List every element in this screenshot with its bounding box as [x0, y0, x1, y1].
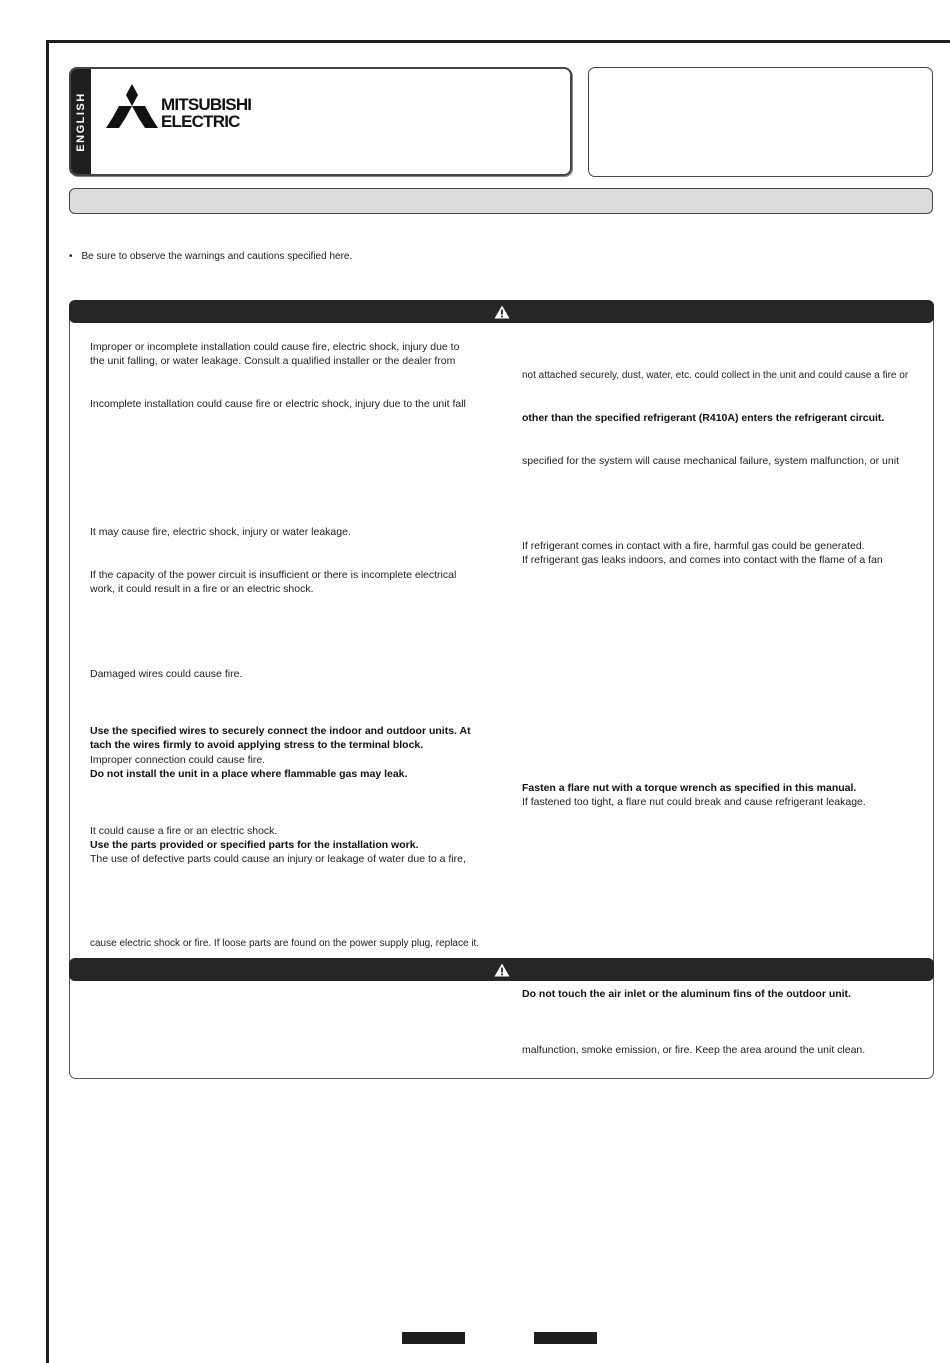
- warning-text: Improper connection could cause fire.: [90, 754, 266, 766]
- warning-text: the unit falling, or water leakage. Consult a qualified installer or the dealer from: [90, 355, 456, 367]
- document-title-bar: [69, 188, 933, 214]
- brand-line-2: ELECTRIC: [161, 112, 240, 131]
- warning-text: Damaged wires could cause fire.: [90, 668, 243, 680]
- warning-heading: Use the specified wires to securely connect the indoor and outdoor units. At: [90, 725, 471, 737]
- caution-band: [69, 958, 934, 981]
- caution-triangle-icon: [494, 963, 510, 977]
- warning-band: [69, 300, 934, 323]
- brand-line-1: MITSUBISHI: [161, 95, 252, 114]
- warning-text: If refrigerant gas leaks indoors, and comes into contact with the flame of a fan: [522, 554, 883, 566]
- logo-panel: [69, 67, 572, 176]
- page-tab-mark: [534, 1332, 597, 1344]
- warning-heading: Fasten a flare nut with a torque wrench as specified in this manual.: [522, 782, 857, 794]
- warning-heading: other than the specified refrigerant (R410A) enters the refrigerant circuit.: [522, 412, 885, 424]
- warning-triangle-icon: [494, 305, 510, 319]
- warning-heading: Use the parts provided or specified parts for the installation work.: [90, 839, 419, 851]
- page-tab-mark: [402, 1332, 465, 1344]
- warning-heading: tach the wires firmly to avoid applying stress to the terminal block.: [90, 739, 424, 751]
- warning-text: The use of defective parts could cause an injury or leakage of water due to a fire,: [90, 853, 466, 865]
- warning-text: cause electric shock or fire. If loose parts are found on the power supply plug, replace it.: [90, 938, 480, 949]
- caution-heading: Do not touch the air inlet or the aluminum fins of the outdoor unit.: [522, 988, 851, 1000]
- warning-text: specified for the system will cause mechanical failure, system malfunction, or unit: [522, 455, 899, 467]
- warning-text: If refrigerant comes in contact with a fire, harmful gas could be generated.: [522, 540, 865, 552]
- model-info-box: [588, 67, 933, 177]
- warning-text: Incomplete installation could cause fire or electric shock, injury due to the unit fall: [90, 398, 466, 410]
- warning-text: If fastened too tight, a flare nut could break and cause refrigerant leakage.: [522, 796, 866, 808]
- warning-text: It may cause fire, electric shock, injury or water leakage.: [90, 526, 351, 538]
- warning-text: If the capacity of the power circuit is insufficient or there is incomplete electrical: [90, 569, 457, 581]
- language-tab: [71, 69, 91, 174]
- warning-heading: Do not install the unit in a place where flammable gas may leak.: [90, 768, 408, 780]
- brand-wordmark: [161, 96, 251, 130]
- bullet: •: [69, 251, 73, 262]
- warning-text: It could cause a fire or an electric shock.: [90, 825, 278, 837]
- three-diamond-logo: [106, 83, 158, 129]
- warning-text: work, it could result in a fire or an electric shock.: [90, 583, 314, 595]
- caution-text: malfunction, smoke emission, or fire. Keep the area around the unit clean.: [522, 1044, 866, 1056]
- intro-text: Be sure to observe the warnings and cautions specified here.: [81, 251, 353, 262]
- warning-text: Improper or incomplete installation could cause fire, electric shock, injury due to: [90, 341, 460, 353]
- language-label: ENGLISH: [75, 91, 87, 152]
- warning-text: not attached securely, dust, water, etc. could collect in the unit and could cause a fire or: [522, 370, 909, 381]
- intro-line: [69, 251, 352, 262]
